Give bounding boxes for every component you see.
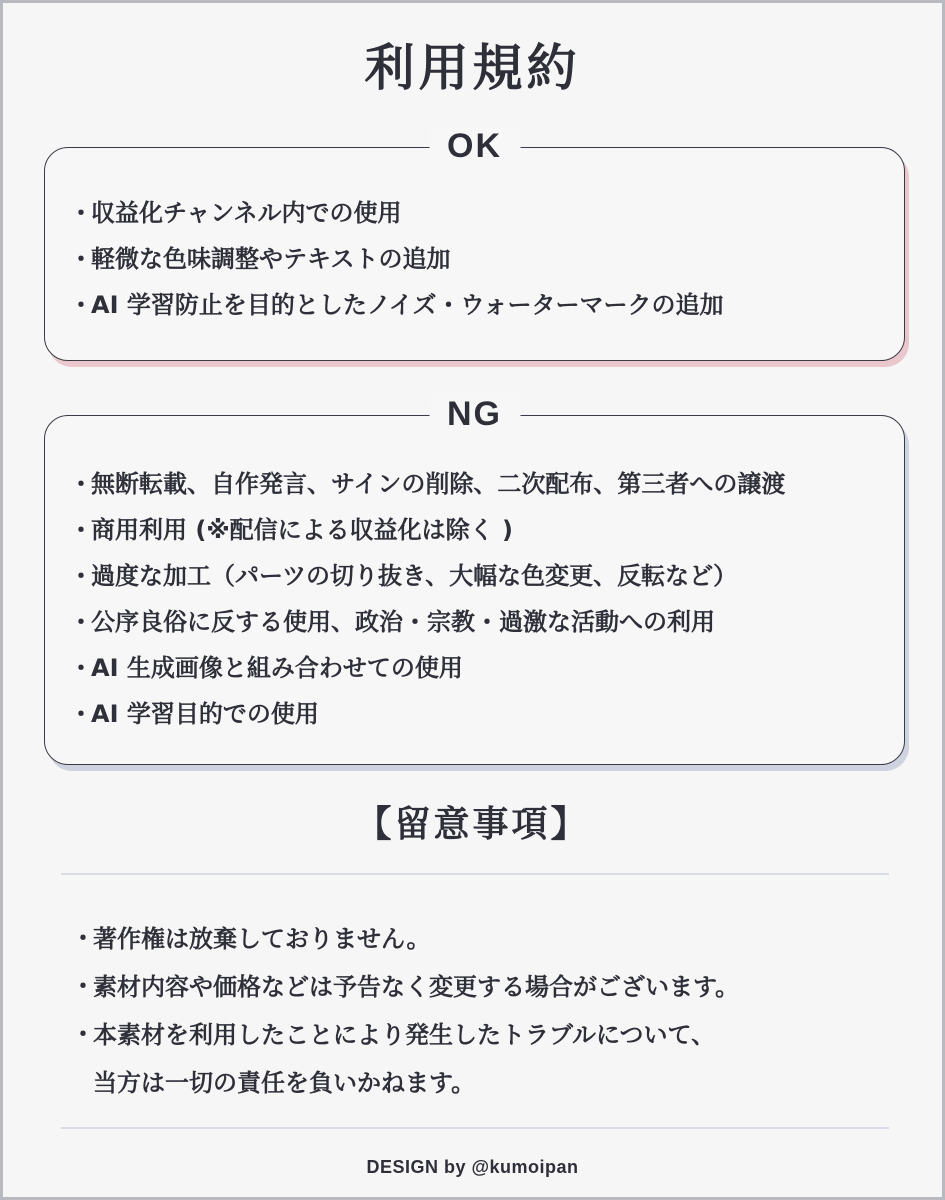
ng-item [67, 507, 886, 553]
ng-item-text: 商用利用 (※配信による収益化は除く ) [91, 516, 513, 544]
ng-item [67, 599, 886, 645]
bullet-dot-icon: ・ [69, 608, 93, 636]
ok-section [44, 127, 905, 361]
note-item-text: 著作権は放棄しておりません。 [93, 925, 431, 953]
ng-heading: NG [429, 394, 520, 434]
ng-item-text: 公序良俗に反する使用、政治・宗教・過激な活動への利用 [91, 608, 715, 636]
design-credit: DESIGN by @kumoipan [366, 1157, 579, 1177]
ng-item-text: AI 学習目的での使用 [91, 700, 319, 728]
bullet-dot-icon: ・ [69, 470, 93, 498]
page-title: 利用規約 [364, 39, 581, 97]
ok-item [67, 236, 886, 282]
ng-item-text: 無断転載、自作発言、サインの削除、二次配布、第三者への譲渡 [91, 470, 786, 498]
note-item [69, 915, 902, 963]
bullet-dot-icon: ・ [69, 199, 93, 227]
note-item [69, 1011, 902, 1107]
ng-item [67, 691, 886, 737]
bullet-dot-icon: ・ [69, 700, 93, 728]
ok-heading: OK [429, 126, 520, 166]
top-divider [61, 873, 889, 875]
note-item-text: 素材内容や価格などは予告なく変更する場合がございます。 [93, 973, 740, 1001]
notes-list [69, 915, 902, 1107]
bullet-dot-icon: ・ [71, 1020, 95, 1048]
ok-item-text: 軽微な色味調整やテキストの追加 [91, 245, 451, 273]
ng-section [44, 395, 905, 765]
ng-list [67, 461, 886, 737]
ng-item-text: AI 生成画像と組み合わせての使用 [91, 654, 463, 682]
ng-item-text: 過度な加工（パーツの切り抜き、大幅な色変更、反転など） [91, 562, 738, 590]
bullet-dot-icon: ・ [69, 654, 93, 682]
bullet-dot-icon: ・ [71, 924, 95, 952]
bullet-dot-icon: ・ [69, 516, 93, 544]
bullet-dot-icon: ・ [69, 245, 93, 273]
ng-item [67, 461, 886, 507]
ok-item-text: 収益化チャンネル内での使用 [91, 199, 402, 227]
bullet-dot-icon: ・ [69, 562, 93, 590]
ok-item [67, 190, 886, 236]
ng-item [67, 645, 886, 691]
note-item-text: 本素材を利用したことにより発生したトラブルについて、 [93, 1021, 716, 1049]
bullet-dot-icon: ・ [69, 291, 93, 319]
ng-item [67, 553, 886, 599]
note-item [69, 963, 902, 1011]
ok-item-text: AI 学習防止を目的としたノイズ・ウォーターマークの追加 [91, 291, 724, 319]
ok-item [67, 282, 886, 328]
ok-list [67, 190, 886, 328]
note-item-continuation: 当方は一切の責任を負いかねます。 [93, 1069, 476, 1097]
bottom-divider [61, 1127, 889, 1129]
notes-heading: 【留意事項】 [355, 804, 590, 845]
bullet-dot-icon: ・ [71, 972, 95, 1000]
